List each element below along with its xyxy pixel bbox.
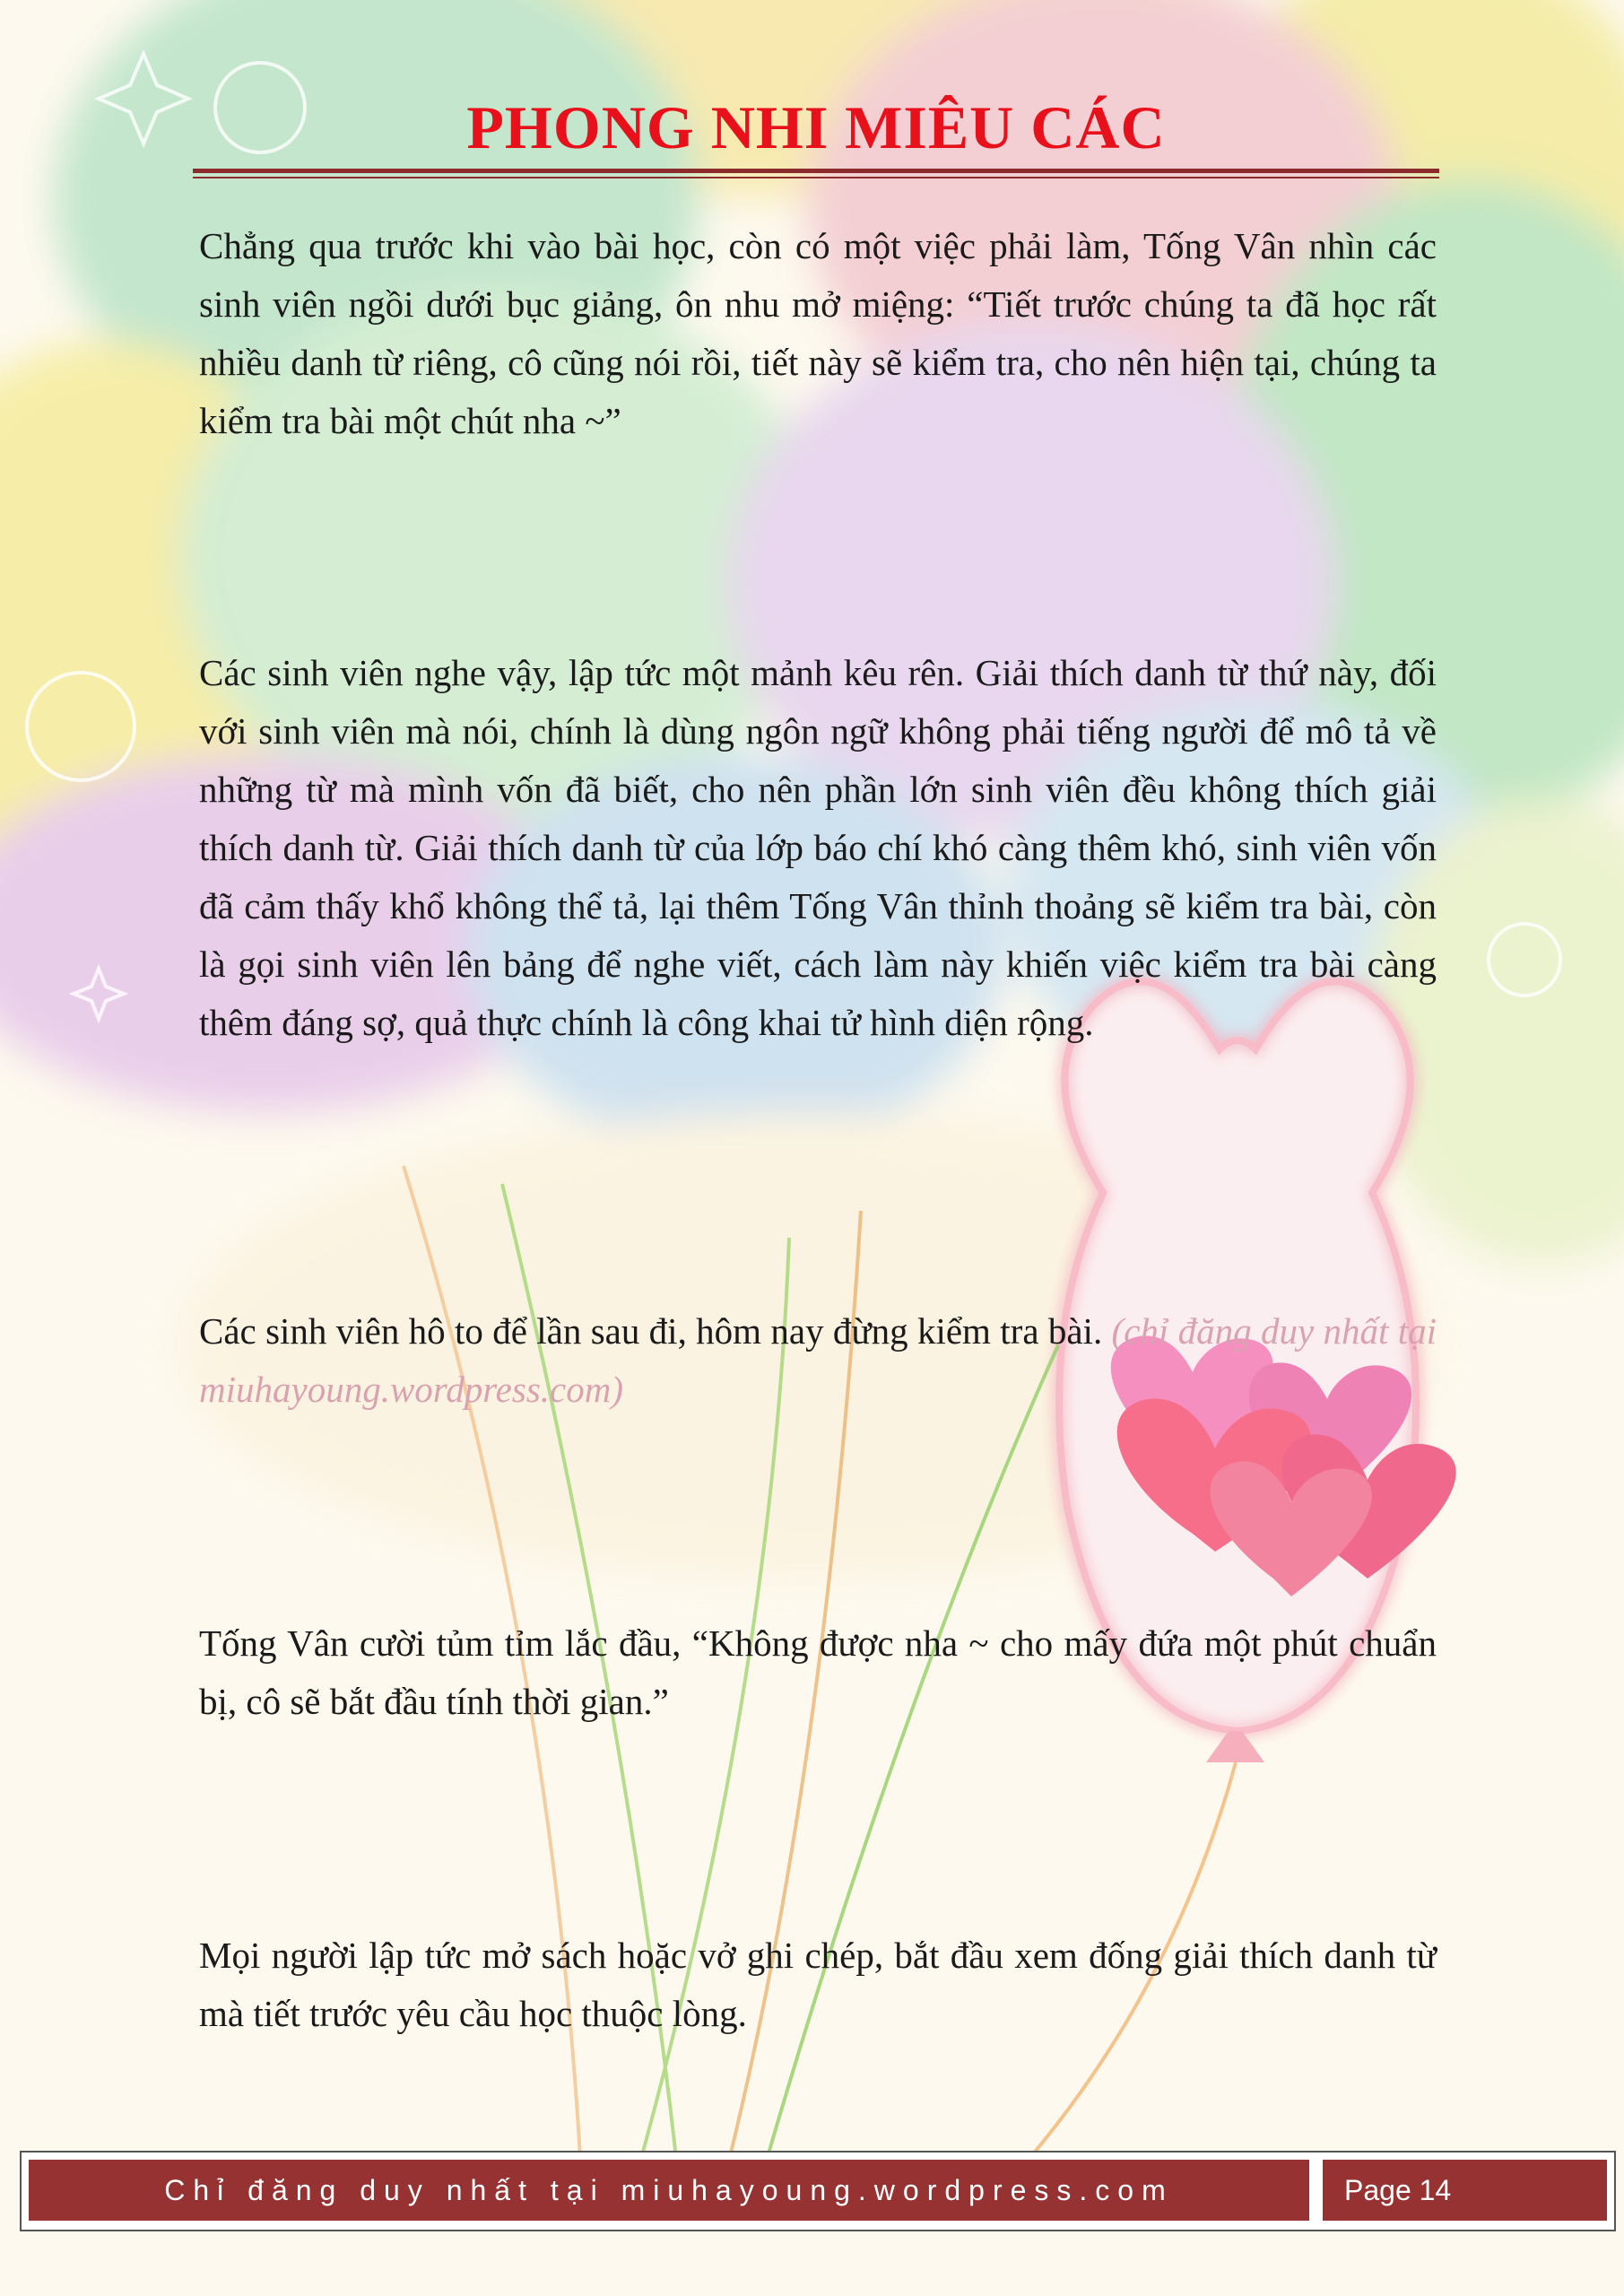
paragraph-2: Các sinh viên nghe vậy, lập tức một mảnh kêu rên. Giải thích danh từ thứ này, đối với sinh viên mà nói, chính là dùng ngôn ngữ không phải tiếng người để mô tả về những từ mà mình vốn đã biết, cho nên phần lớn sinh viên đều không thích giải thích danh từ. Giải thích danh từ của lớp báo chí khó càng thêm khó, sinh viên vốn đã cảm thấy khổ không thể tả, lại thêm Tống Vân thỉnh thoảng sẽ kiểm tra bài, còn là gọi sinh viên lên bảng để nghe viết, cách làm này khiến việc kiểm tra bài càng thêm đáng sợ, quả thực chính là công khai tử hình diện rộng. — [199, 652, 1437, 1043]
paragraph-1: Chẳng qua trước khi vào bài học, còn có một việc phải làm, Tống Vân nhìn các sinh viên ngồi dưới bục giảng, ôn nhu mở miệng: “Tiết trước chúng ta đã học rất nhiều danh từ riêng, cô cũng nói rồi, tiết này sẽ kiểm tra, cho nên hiện tại, chúng ta kiểm tra bài một chút nha ~” — [199, 225, 1437, 441]
footer-page-number: Page 14 — [1323, 2160, 1607, 2221]
title-rule-thin — [193, 177, 1439, 178]
paragraph-3-text: Các sinh viên hô to để lần sau đi, hôm nay đừng kiểm tra bài. — [199, 1310, 1103, 1352]
paragraph-4: Tống Vân cười tủm tỉm lắc đầu, “Không được nha ~ cho mấy đứa một phút chuẩn bị, cô sẽ bắt đầu tính thời gian.” — [199, 1622, 1437, 1722]
page-title: PHONG NHI MIÊU CÁC — [466, 93, 1166, 161]
title-rule-thick — [193, 169, 1439, 173]
paragraph-5: Mọi người lập tức mở sách hoặc vở ghi chép, bắt đầu xem đống giải thích danh từ mà tiết trước yêu cầu học thuộc lòng. — [199, 1935, 1437, 2034]
source-note: (chỉ đăng duy nhất tại miuhayoung.wordpress.com) — [199, 1310, 1437, 1410]
footer-site-text: Chỉ đăng duy nhất tại miuhayoung.wordpress.com — [29, 2160, 1309, 2221]
paragraph-3 — [199, 1302, 1437, 1419]
